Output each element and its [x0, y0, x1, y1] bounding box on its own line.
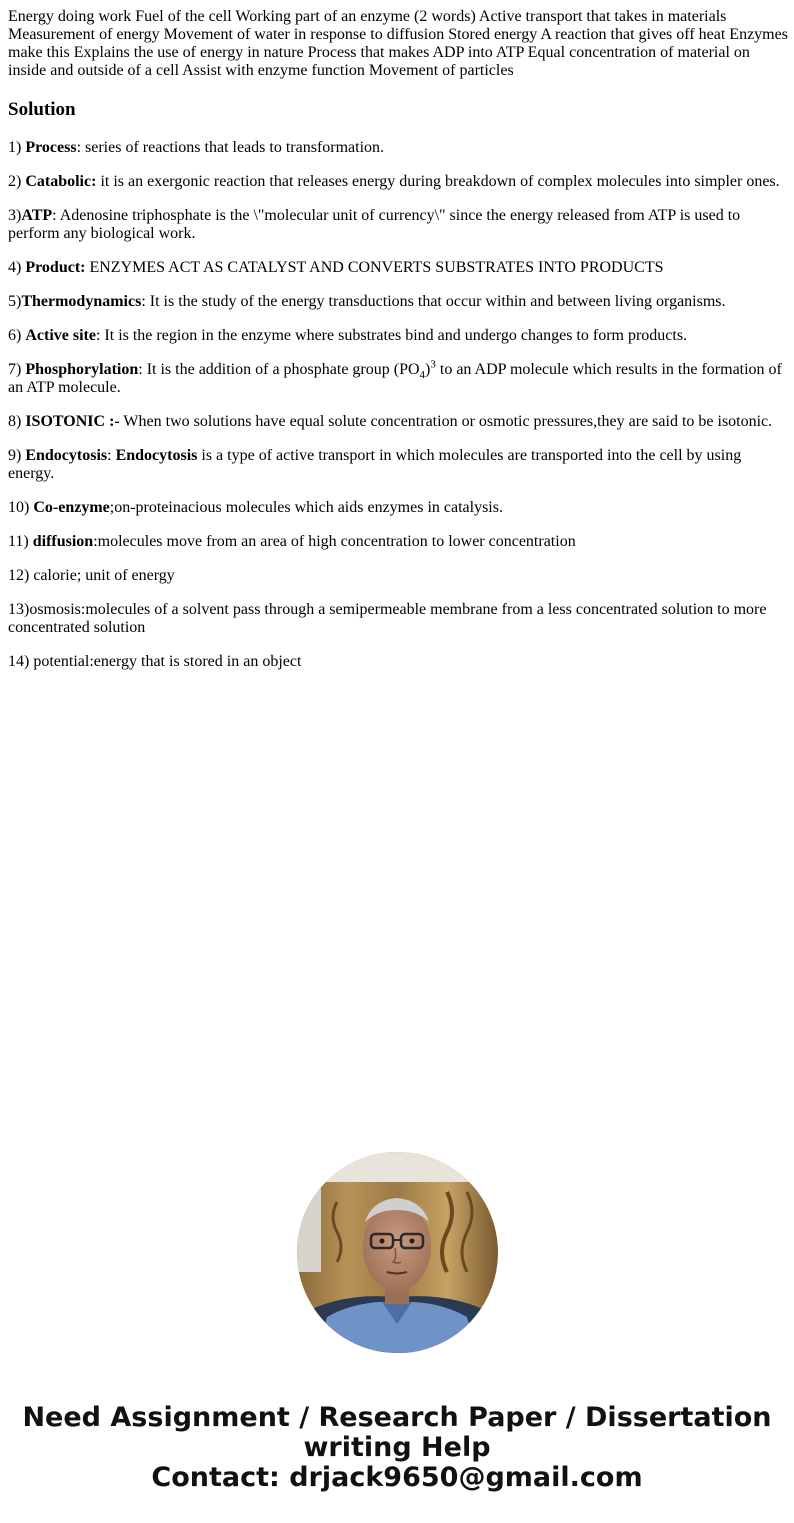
answer-item: 10) Co-enzyme;on-proteinacious molecules which aids enzymes in catalysis. [8, 499, 503, 516]
answer-item: 8) ISOTONIC :- When two solutions have equal solute concentration or osmotic pressures,they are said to be isotonic. [8, 413, 773, 430]
contact-email: Contact: drjack9650@gmail.com [151, 1462, 643, 1493]
answer-term: diffusion [32, 533, 94, 550]
superscript: 3 [430, 358, 436, 371]
answer-term: Endocytosis [25, 447, 108, 464]
answer-item: 13)osmosis:molecules of a solvent pass through a semipermeable membrane from a less concentrated solution to more concentrated solution [8, 601, 767, 636]
answer-term: Active site [25, 327, 96, 344]
promo-banner [0, 1403, 794, 1493]
answer-term: Product: [25, 259, 86, 276]
answer-item: 3)ATP: Adenosine triphosphate is the \"molecular unit of currency\" since the energy released from ATP is used to perform any biological work. [8, 207, 741, 242]
answer-item: 7) Phosphorylation: It is the addition of a phosphate group $(PO_4)^3$ to an ADP molecule which results in the formation of an ATP molecule. [8, 358, 782, 396]
answer-item: 14) potential:energy that is stored in an object [8, 653, 302, 670]
answer-term: Thermodynamics [21, 293, 142, 310]
solution-heading: Solution [8, 99, 76, 120]
answer-item: 12) calorie; unit of energy [8, 567, 175, 584]
question-text: Energy doing work Fuel of the cell Working part of an enzyme (2 words) Active transport that takes in materials Measurement of energy Movement of water in response to diffusion Stored energy A reaction that gives off heat Enzymes make this Explains the use of energy in nature Process that makes ADP into ATP Equal concentration of material on inside and outside of a cell Assist with enzyme function Movement of particles [8, 8, 788, 79]
answer-item: 6) Active site: It is the region in the enzyme where substrates bind and undergo changes to form products. [8, 327, 688, 344]
answer-item: 5)Thermodynamics: It is the study of the energy transductions that occur within and between living organisms. [8, 293, 726, 310]
answer-item: 1) Process: series of reactions that leads to transformation. [8, 139, 385, 156]
promo-line: Need Assignment / Research Paper / Dissertation [22, 1402, 772, 1433]
answer-term: Co-enzyme [33, 499, 110, 516]
answer-item: 9) Endocytosis: Endocytosis is a type of active transport in which molecules are transported into the cell by using energy. [8, 447, 742, 482]
answer-term: Endocytosis [115, 447, 198, 464]
answer-item: 2) Catabolic: it is an exergonic reaction that releases energy during breakdown of complex molecules into simpler ones. [8, 173, 780, 190]
promo-line: writing Help [303, 1432, 491, 1463]
answer-term: Phosphorylation [25, 361, 139, 378]
answer-item: 4) Product: ENZYMES ACT AS CATALYST AND CONVERTS SUBSTRATES INTO PRODUCTS [8, 259, 664, 276]
subscript: 4 [419, 369, 426, 382]
answer-term: ISOTONIC :- [25, 413, 120, 430]
answer-term: Catabolic: [25, 173, 97, 190]
answer-item: 11) diffusion:molecules move from an area of high concentration to lower concentration [8, 533, 576, 550]
answer-term: Process [25, 139, 77, 156]
main-content [8, 8, 788, 687]
answer-term: ATP [21, 207, 53, 224]
person-photo-icon [297, 1152, 498, 1353]
